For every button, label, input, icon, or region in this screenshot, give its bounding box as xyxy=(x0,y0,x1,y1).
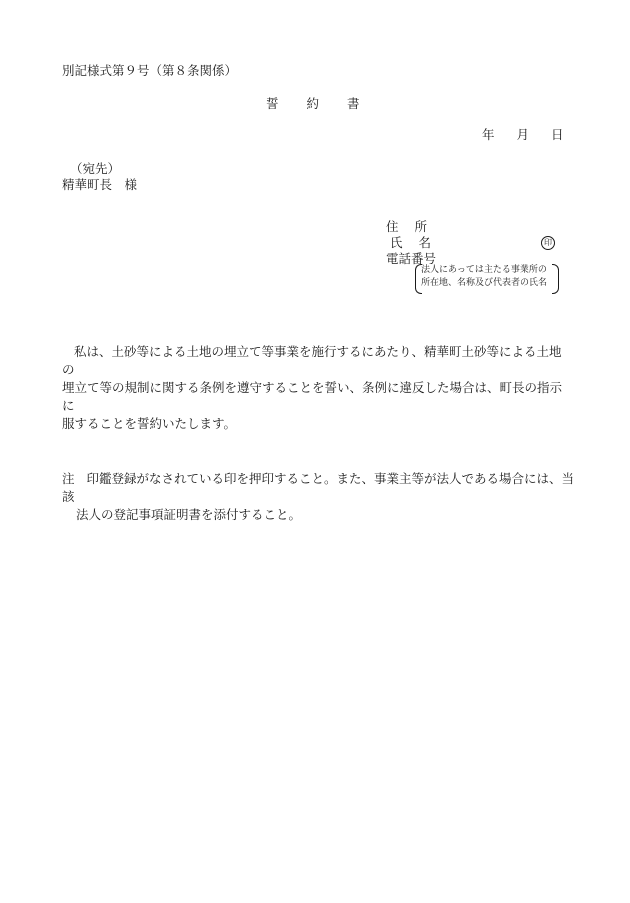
title-char-2: 約 xyxy=(306,96,320,111)
body-line-2: 埋立て等の規制に関する条例を遵守することを誓い、条例に違反した場合は、町長の指示に xyxy=(62,380,563,413)
seal-mark: 印 xyxy=(541,236,555,250)
phone-label: 電話番号 xyxy=(386,251,437,266)
name-row xyxy=(386,235,436,251)
title-char-3: 書 xyxy=(347,96,360,111)
document-title xyxy=(266,96,360,112)
address-label-2: 所 xyxy=(414,219,428,234)
note-line-2: 法人の登記事項証明書を添付すること。 xyxy=(76,507,302,522)
footnote xyxy=(62,470,577,524)
date-day: 日 xyxy=(551,127,564,142)
corporation-note xyxy=(415,264,559,292)
title-char-1: 誓 xyxy=(266,96,279,111)
name-label-1: 氏 xyxy=(390,235,403,250)
date-year: 年 xyxy=(482,127,495,142)
name-label-2: 名 xyxy=(418,235,432,250)
applicant-block xyxy=(386,219,436,267)
address-label-1: 住 xyxy=(386,219,399,234)
address-row xyxy=(386,219,436,235)
body-line-1: 私は、土砂等による土地の埋立て等事業を施行するにあたり、精華町土砂等による土地の xyxy=(62,344,562,377)
date-month: 月 xyxy=(516,127,530,142)
note-mark: 注 xyxy=(62,471,75,486)
body-line-3: 服することを誓約いたします。 xyxy=(62,416,237,431)
pledge-body xyxy=(62,343,572,433)
corp-note-line-1: 法人にあっては主たる事業所の xyxy=(421,265,547,275)
addressee-note: （宛先） xyxy=(70,161,121,176)
form-number: 別記様式第９号（第８条関係） xyxy=(62,63,238,78)
note-line-1 xyxy=(62,470,577,506)
addressee: 精華町長 様 xyxy=(62,177,138,192)
note-text-1: 印鑑登録がなされている印を押印すること。また、事業主等が法人である場合には、当該 xyxy=(62,471,575,504)
date-field xyxy=(482,127,564,143)
corp-note-line-2: 所在地、名称及び代表者の氏名 xyxy=(421,278,548,288)
